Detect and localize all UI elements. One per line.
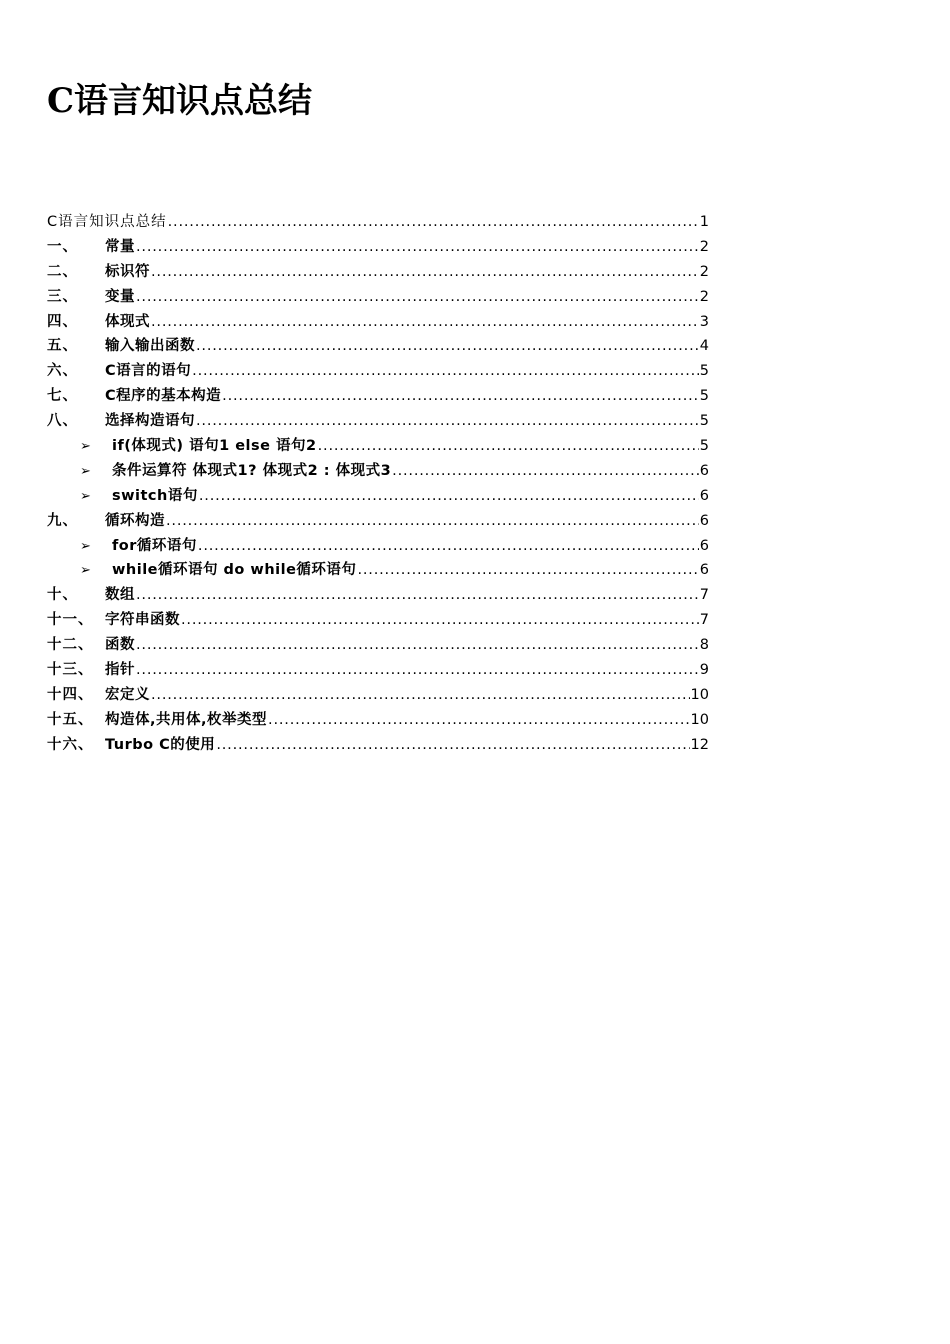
arrow-bullet-icon: ➢: [80, 463, 91, 479]
toc-page-number: 4: [699, 338, 709, 355]
toc-dot-leader: [392, 459, 699, 484]
toc-entry-label: 宏定义: [105, 686, 150, 703]
toc-entry-label: 构造体,共用体,枚举类型: [105, 711, 268, 728]
toc-page-number: 6: [699, 462, 709, 479]
toc-entry[interactable]: [47, 608, 709, 633]
toc-entry-number: 十一、: [47, 612, 94, 629]
toc-page-number: 10: [690, 686, 709, 703]
toc-dot-leader: [196, 334, 699, 359]
toc-page-number: 5: [699, 438, 709, 455]
toc-page-number: 6: [699, 487, 709, 504]
toc-entry[interactable]: [47, 683, 709, 708]
toc-dot-leader: [136, 235, 699, 260]
toc-entry[interactable]: [47, 334, 709, 359]
toc-entry-number: 五、: [47, 338, 78, 355]
toc-entry-number: 七、: [47, 388, 78, 405]
toc-dot-leader: [136, 633, 699, 658]
toc-entry[interactable]: [47, 384, 709, 409]
toc-page-number: 9: [699, 662, 709, 679]
toc-page-number: 2: [699, 263, 709, 280]
toc-dot-leader: [318, 434, 699, 459]
toc-entry-label: C程序的基本构造: [105, 388, 222, 405]
toc-entry-label: Turbo C的使用: [105, 736, 216, 753]
toc-entry-label: C语言知识点总结: [47, 214, 167, 230]
toc-entry-label: switch语句: [112, 487, 198, 504]
toc-entry[interactable]: [47, 658, 709, 683]
toc-entry[interactable]: [47, 459, 709, 484]
toc-entry[interactable]: [47, 534, 709, 559]
toc-entry-number: 六、: [47, 363, 78, 380]
toc-page-number: 6: [699, 537, 709, 554]
toc-entry-label: 指针: [105, 662, 135, 679]
toc-page-number: 6: [699, 562, 709, 579]
arrow-bullet-icon: ➢: [80, 439, 91, 455]
toc-entry-number: 十二、: [47, 637, 94, 654]
toc-entry[interactable]: [47, 235, 709, 260]
toc-page-number: 6: [699, 512, 709, 529]
toc-dot-leader: [198, 534, 699, 559]
toc-entry-label: 字符串函数: [105, 612, 180, 629]
toc-dot-leader: [268, 708, 690, 733]
toc-entry[interactable]: [47, 359, 709, 384]
toc-dot-leader: [166, 509, 699, 534]
toc-page-number: 7: [699, 612, 709, 629]
toc-entry-label: 数组: [105, 587, 135, 604]
toc-entry[interactable]: [47, 509, 709, 534]
toc-entry-number: 十六、: [47, 736, 94, 753]
toc-entry-number: 四、: [47, 313, 78, 330]
toc-entry[interactable]: [47, 708, 709, 733]
toc-entry-label: 输入输出函数: [105, 338, 195, 355]
toc-entry-number: 一、: [47, 238, 78, 255]
toc-dot-leader: [181, 608, 699, 633]
toc-entry-number: 十、: [47, 587, 78, 604]
toc-entry-label: 函数: [105, 637, 135, 654]
toc-dot-leader: [168, 210, 699, 235]
toc-dot-leader: [192, 359, 699, 384]
toc-entry-number: 八、: [47, 413, 78, 430]
toc-entry-label: if(体现式) 语句1 else 语句2: [112, 438, 317, 455]
toc-entry[interactable]: [47, 210, 709, 235]
toc-dot-leader: [199, 484, 699, 509]
toc-entry-label: 体现式: [105, 313, 150, 330]
toc-entry[interactable]: [47, 484, 709, 509]
toc-entry[interactable]: [47, 633, 709, 658]
toc-dot-leader: [196, 409, 699, 434]
toc-dot-leader: [216, 733, 689, 758]
toc-page-number: 2: [699, 238, 709, 255]
toc-entry-label: while循环语句 do while循环语句: [112, 562, 357, 579]
toc-entry-label: 循环构造: [105, 512, 165, 529]
toc-dot-leader: [136, 658, 699, 683]
toc-dot-leader: [136, 285, 699, 310]
toc-page-number: 12: [690, 736, 709, 753]
toc-entry-label: for循环语句: [112, 537, 197, 554]
toc-dot-leader: [151, 310, 699, 335]
toc-page-number: 8: [699, 637, 709, 654]
toc-dot-leader: [222, 384, 699, 409]
toc-page-number: 5: [699, 388, 709, 405]
toc-dot-leader: [136, 583, 699, 608]
toc-entry[interactable]: [47, 583, 709, 608]
toc-entry-label: 选择构造语句: [105, 413, 195, 430]
toc-page-number: 5: [699, 363, 709, 380]
toc-page-number: 2: [699, 288, 709, 305]
toc-entry-label: 条件运算符 体现式1? 体现式2 : 体现式3: [112, 462, 392, 479]
toc-entry[interactable]: [47, 733, 709, 758]
toc-entry[interactable]: [47, 409, 709, 434]
toc-entry[interactable]: [47, 285, 709, 310]
table-of-contents: [47, 210, 709, 758]
toc-entry-label: 标识符: [105, 263, 150, 280]
toc-page-number: 3: [699, 313, 709, 330]
arrow-bullet-icon: ➢: [80, 563, 91, 579]
toc-dot-leader: [357, 558, 698, 583]
toc-dot-leader: [151, 683, 690, 708]
toc-dot-leader: [151, 260, 699, 285]
toc-entry-label: 变量: [105, 288, 135, 305]
toc-page-number: 10: [690, 711, 709, 728]
toc-entry-number: 十四、: [47, 686, 94, 703]
toc-entry[interactable]: [47, 558, 709, 583]
arrow-bullet-icon: ➢: [80, 488, 91, 504]
toc-page-number: 5: [699, 413, 709, 430]
toc-entry-number: 十五、: [47, 711, 94, 728]
document-title: C语言知识点总结: [47, 81, 313, 121]
toc-entry-number: 十三、: [47, 662, 94, 679]
toc-page-number: 7: [699, 587, 709, 604]
toc-entry-label: 常量: [105, 238, 135, 255]
toc-entry-number: 三、: [47, 288, 78, 305]
toc-page-number: 1: [699, 214, 709, 230]
arrow-bullet-icon: ➢: [80, 538, 91, 554]
toc-entry-number: 九、: [47, 512, 78, 529]
toc-entry[interactable]: [47, 260, 709, 285]
toc-entry-number: 二、: [47, 263, 78, 280]
toc-entry[interactable]: [47, 310, 709, 335]
toc-entry-label: C语言的语句: [105, 363, 192, 380]
toc-entry[interactable]: [47, 434, 709, 459]
